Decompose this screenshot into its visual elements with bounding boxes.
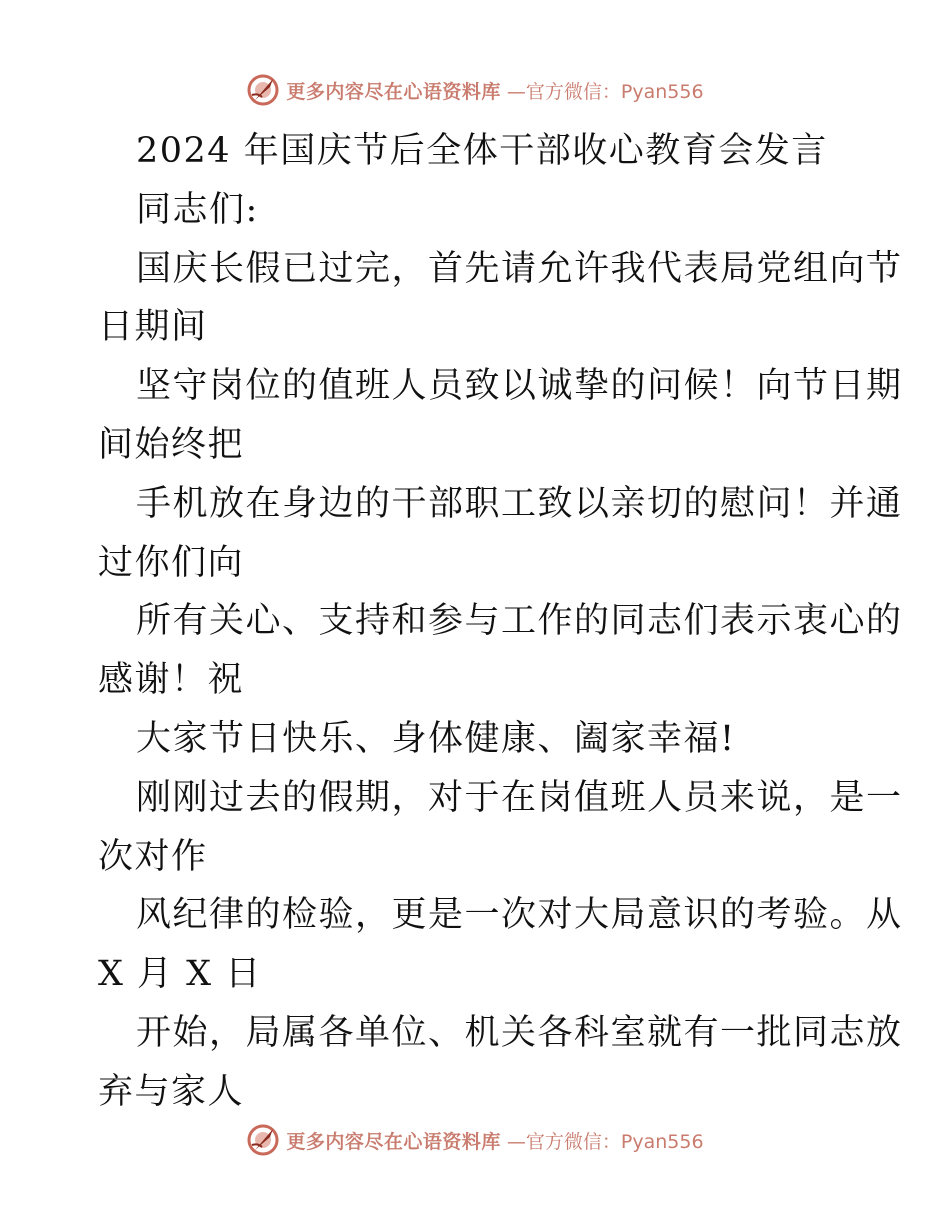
watermark-main-text: 更多内容尽在心语资料库 (286, 80, 501, 103)
doc-line: 手机放在身边的干部职工致以亲切的慰问！并通 (136, 483, 903, 524)
doc-line: 次对作 (98, 836, 208, 877)
doc-line: 过你们向 (98, 542, 245, 583)
doc-line: 间始终把 (98, 424, 245, 465)
watermark-main-text: 更多内容尽在心语资料库 (286, 1130, 501, 1153)
doc-line: 感谢！祝 (98, 660, 245, 701)
doc-line: 国庆长假已过完，首先请允许我代表局党组向节 (136, 248, 903, 289)
doc-line: 同志们: (136, 189, 259, 230)
header-watermark (0, 70, 950, 110)
doc-line: 大家节日快乐、身体健康、阖家幸福! (136, 718, 736, 759)
doc-line: 弃与家人 (98, 1071, 245, 1112)
doc-line: 日期间 (98, 307, 208, 348)
doc-line: X 月 X 日 (98, 954, 262, 995)
watermark-wechat-text: —官方微信：Pyan556 (506, 80, 704, 103)
doc-line: 坚守岗位的值班人员致以诚挚的问候！向节日期 (136, 366, 903, 407)
quill-logo-icon (246, 1123, 280, 1157)
watermark-wechat-text: —官方微信：Pyan556 (506, 1130, 704, 1153)
doc-line: 刚刚过去的假期，对于在岗值班人员来说，是一 (136, 777, 903, 818)
doc-line: 2024 年国庆节后全体干部收心教育会发言 (136, 131, 828, 171)
footer-watermark (0, 1120, 950, 1160)
quill-logo-icon (246, 73, 280, 107)
doc-line: 开始，局属各单位、机关各科室就有一批同志放 (136, 1012, 903, 1053)
document-body (98, 122, 903, 1122)
doc-line: 风纪律的检验，更是一次对大局意识的考验。从 (136, 895, 903, 936)
doc-line: 所有关心、支持和参与工作的同志们表示衷心的 (136, 601, 903, 642)
